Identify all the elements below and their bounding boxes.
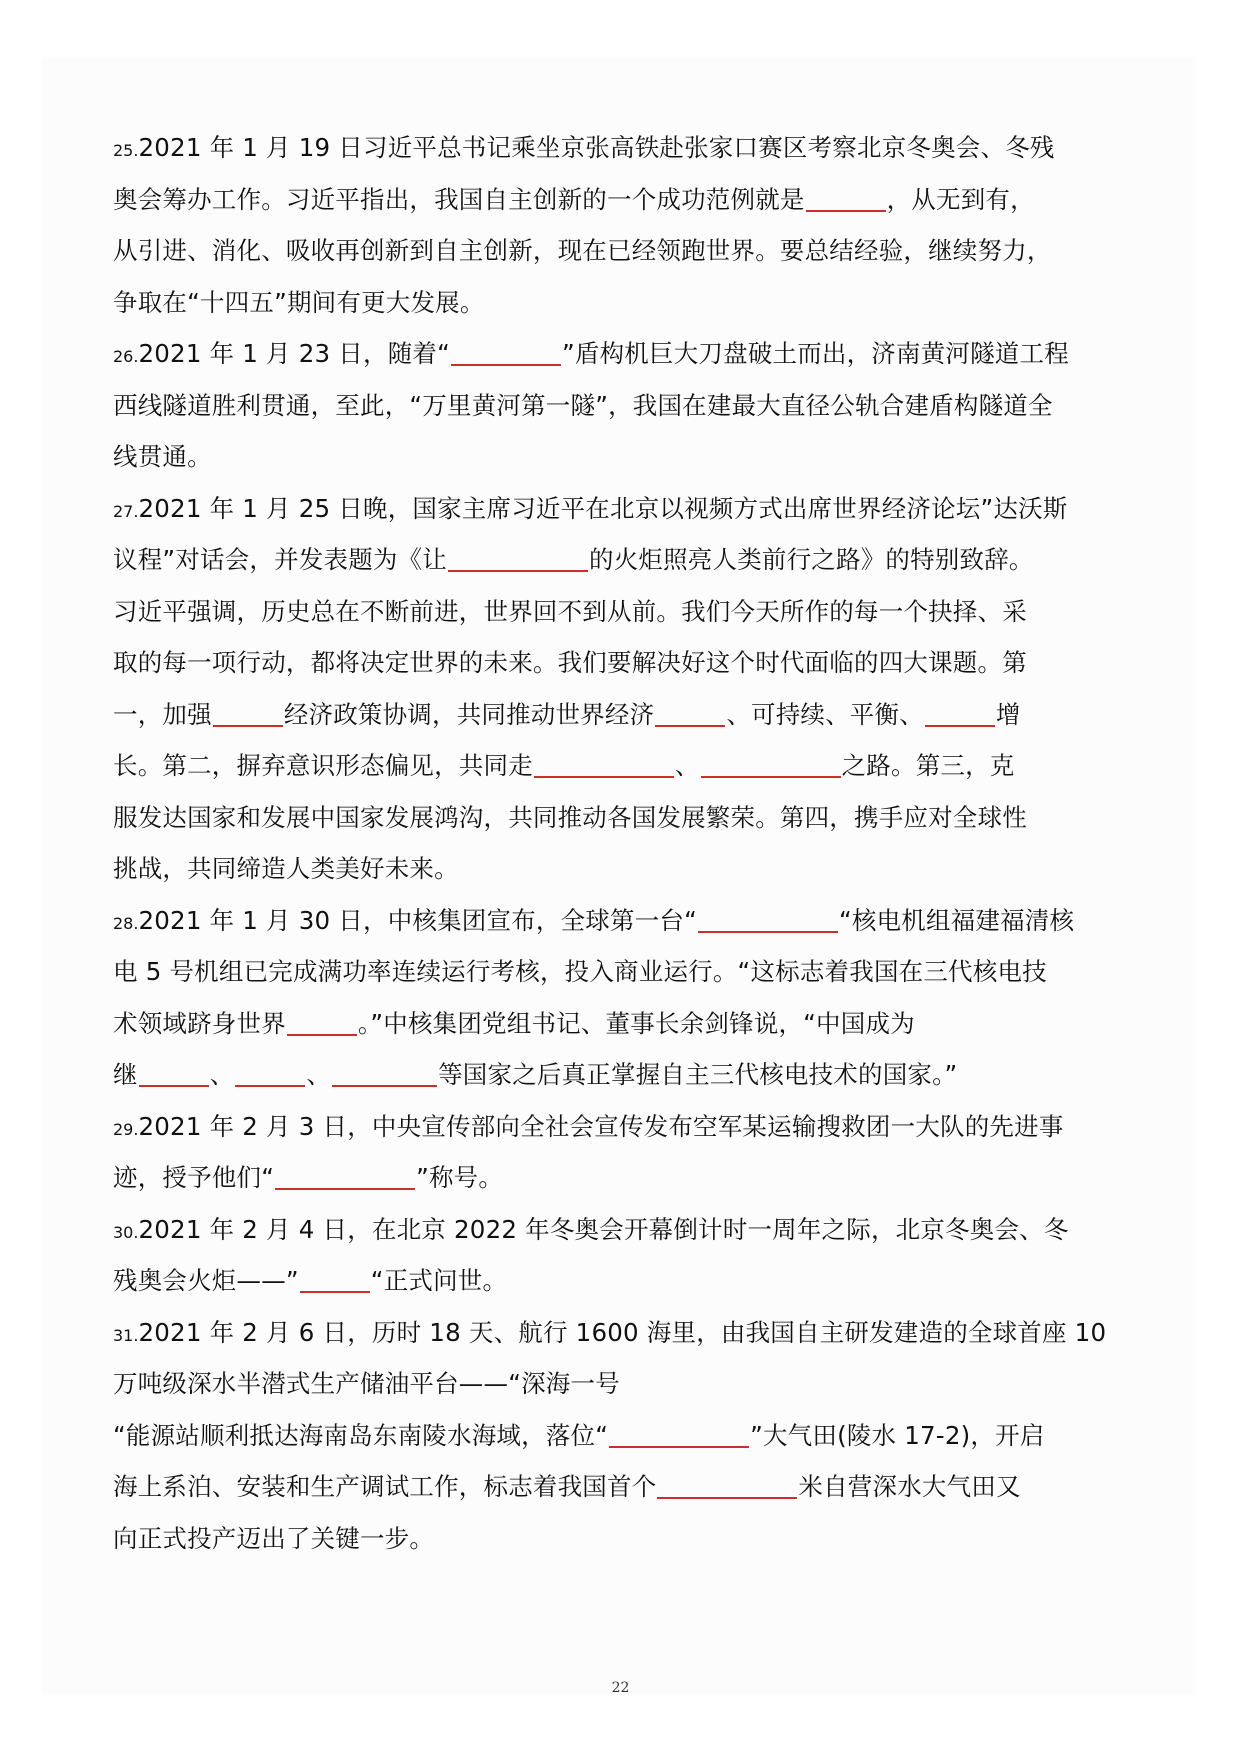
question-text: 。”中核集团党组书记、董事长余剑锋说，“中国成为 [357,1008,915,1038]
text-line [113,592,1143,644]
answer-blank[interactable] [451,340,561,366]
question-text: 、 [306,1060,332,1089]
question-number: 28. [113,913,139,933]
question-text: 的火炬照亮人类前行之路》的特别致辞。 [589,545,1034,574]
text-line [113,746,1143,798]
question-item [113,1210,1143,1313]
text-line [113,128,1143,180]
answer-blank[interactable] [925,701,995,727]
question-text: 争取在“十四五”期间有更大发展。 [113,287,485,317]
question-list [113,128,1143,1570]
page-number: 22 [611,1680,630,1696]
answer-blank[interactable] [332,1061,437,1087]
text-line [113,1364,1143,1416]
question-text: 米自营深水大气田又 [798,1472,1021,1501]
question-text: 从引进、消化、吸收再创新到自主创新，现在已经领跑世界。要总结经验，继续努力， [113,236,1052,265]
question-text: 、可持续、平衡、 [726,699,924,729]
question-text: 2021 年 1 月 30 日，中核集团宣布，全球第一台“ [138,905,697,935]
question-text: “能源站顺利抵达海南岛东南陵水海域，落位“ [113,1420,609,1450]
question-text: 长。第二，摒弃意识形态偏见，共同走 [113,751,533,780]
text-line [113,334,1143,386]
text-line [113,952,1143,1004]
text-line [113,643,1143,695]
text-line [113,1519,1143,1571]
question-text: 海上系泊、安装和生产调试工作，标志着我国首个 [113,1472,657,1501]
question-text: “核电机组福建福清核 [839,905,1075,935]
question-text: 万吨级深水半潜式生产储油平台——“深海一号 [113,1369,620,1398]
answer-blank[interactable] [235,1061,305,1087]
question-number: 25. [113,141,139,160]
question-item [113,901,1143,1107]
question-text: 向正式投产迈出了关键一步。 [113,1523,435,1553]
question-item [113,128,1143,334]
text-line [113,1261,1143,1313]
text-line [113,1158,1143,1210]
text-line [113,1055,1143,1107]
answer-blank[interactable] [698,907,838,933]
text-line [113,231,1143,283]
question-text: 、 [674,751,700,780]
question-text: 迹，授予他们“ [113,1163,275,1192]
question-item [113,489,1143,901]
question-text: 2021 年 2 月 6 日，历时 18 天、航行 1600 海里，由我国自主研发建造的全球首座 10 [138,1317,1107,1347]
question-item [113,1107,1143,1210]
answer-blank[interactable] [609,1422,749,1448]
question-text: 2021 年 2 月 3 日，中央宣传部向全社会宣传发布空军某运输搜救团一大队的先进事 [138,1111,1064,1141]
question-text: 服发达国家和发展中国家发展鸿沟，共同推动各国发展繁荣。第四，携手应对全球性 [113,802,1027,832]
text-line [113,1107,1143,1159]
answer-blank[interactable] [701,752,841,778]
answer-blank[interactable] [213,701,283,727]
question-item [113,1313,1143,1571]
question-text: 习近平强调，历史总在不断前进，世界回不到从前。我们今天所作的每一个抉择、采 [113,596,1027,626]
question-text: ”盾构机巨大刀盘破土而出，济南黄河隧道工程 [562,339,1069,368]
question-text: ，从无到有， [886,184,1035,214]
text-line [113,1467,1143,1519]
question-text: 经济政策协调，共同推动世界经济 [283,699,655,729]
question-text: 取的每一项行动，都将决定世界的未来。我们要解决好这个时代面临的四大课题。第 [113,648,1027,677]
question-text: ”称号。 [416,1163,504,1192]
question-text: “正式问世。 [370,1266,508,1295]
text-line [113,540,1143,592]
question-text: 之路。第三，克 [841,751,1015,780]
text-line [113,1313,1143,1365]
text-line [113,437,1143,489]
answer-blank[interactable] [806,186,886,212]
question-text: 、 [209,1060,235,1089]
question-text: 术领域跻身世界 [113,1008,286,1038]
answer-blank[interactable] [300,1267,370,1293]
text-line [113,283,1143,335]
question-number: 30. [113,1222,139,1242]
text-line [113,1416,1143,1468]
text-line [113,1210,1143,1262]
answer-blank[interactable] [139,1061,209,1087]
question-text: 2021 年 1 月 25 日晚，国家主席习近平在北京以视频方式出席世界经济论坛”达沃斯 [138,493,1068,523]
question-text: 挑战，共同缔造人类美好未来。 [113,854,459,883]
question-text: 电 5 号机组已完成满功率连续运行考核，投入商业运行。“这标志着我国在三代核电技 [113,957,1047,986]
answer-blank[interactable] [655,701,725,727]
question-number: 31. [113,1325,139,1345]
question-number: 26. [113,347,139,366]
question-item [113,334,1143,489]
text-line [113,489,1143,541]
question-text: 一，加强 [113,699,212,729]
question-text: 西线隧道胜利贯通，至此，“万里黄河第一隧”，我国在建最大直径公轨合建盾构隧道全 [113,390,1053,420]
text-line [113,849,1143,901]
answer-blank[interactable] [275,1164,415,1190]
answer-blank[interactable] [287,1010,357,1036]
text-line [113,180,1143,232]
question-text: 继 [113,1060,138,1089]
question-text: 议程”对话会，并发表题为《让 [113,545,447,574]
text-line [113,1004,1143,1056]
question-text: 奥会筹办工作。习近平指出，我国自主创新的一个成功范例就是 [113,184,805,214]
question-text: 残奥会火炬——” [113,1266,299,1295]
question-number: 27. [113,501,139,521]
question-text: 2021 年 2 月 4 日，在北京 2022 年冬奥会开幕倒计时一周年之际，北京冬奥会、冬 [138,1214,1069,1244]
question-text: 2021 年 1 月 23 日，随着“ [138,339,450,368]
text-line [113,901,1143,953]
question-number: 29. [113,1119,139,1139]
answer-blank[interactable] [657,1473,797,1499]
answer-blank[interactable] [534,752,674,778]
question-text: 线贯通。 [113,442,212,471]
question-text: ”大气田(陵水 17-2)，开启 [750,1420,1045,1450]
question-text: 等国家之后真正掌握自主三代核电技术的国家。” [438,1060,958,1089]
text-line [113,798,1143,850]
question-text: 增 [995,699,1021,729]
question-text: 2021 年 1 月 19 日习近平总书记乘坐京张高铁赴张家口赛区考察北京冬奥会、冬残 [138,133,1055,162]
text-line [113,386,1143,438]
answer-blank[interactable] [448,546,588,572]
text-line [113,695,1143,747]
